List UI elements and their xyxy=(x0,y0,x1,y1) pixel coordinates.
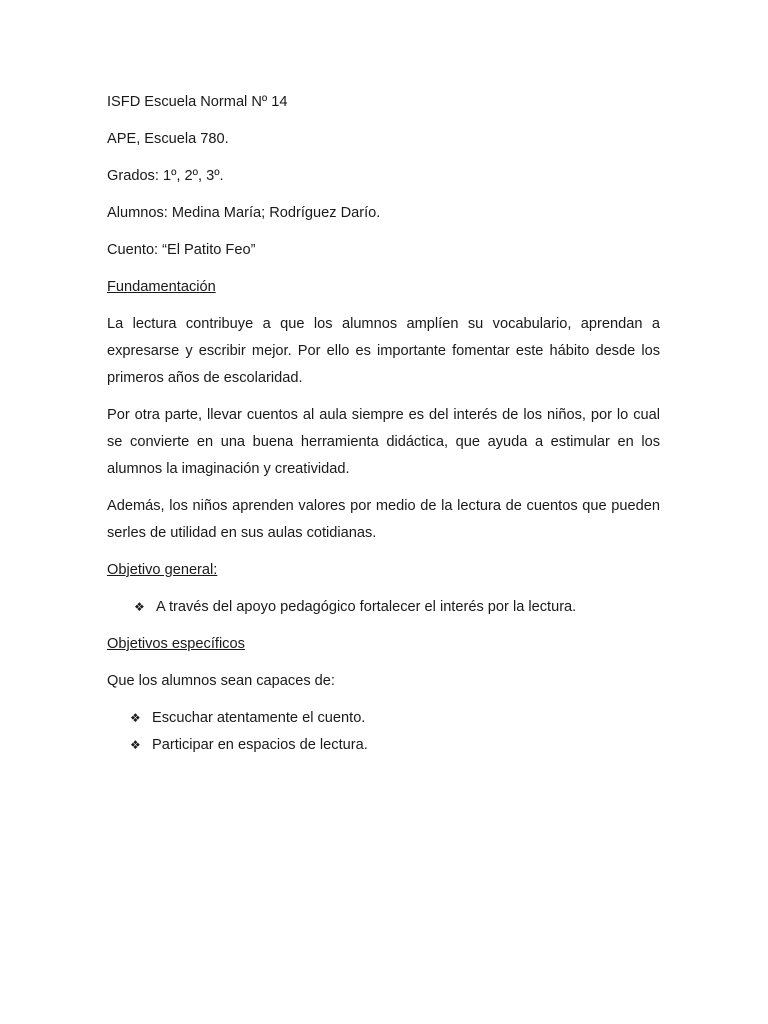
list-item xyxy=(107,705,660,732)
four-petal-diamond-icon: ❖ xyxy=(130,738,141,752)
document-page xyxy=(107,89,660,769)
list-item xyxy=(107,732,660,759)
grades-line: Grados: 1º, 2º, 3º. xyxy=(107,168,224,184)
institution-line: ISFD Escuela Normal Nº 14 xyxy=(107,94,288,110)
fundamentacion-heading: Fundamentación xyxy=(107,279,216,295)
list-item-text: Participar en espacios de lectura. xyxy=(152,737,368,753)
fundamentacion-paragraph-3: Además, los niños aprenden valores por medio de la lectura de cuentos que pueden serles de utilidad en sus aulas cotidianas. xyxy=(107,498,660,541)
objetivos-especificos-list xyxy=(107,705,660,759)
students-line: Alumnos: Medina María; Rodríguez Darío. xyxy=(107,205,381,221)
four-petal-diamond-icon: ❖ xyxy=(130,711,141,725)
objetivo-general-heading: Objetivo general: xyxy=(107,562,218,578)
list-item-text: Escuchar atentamente el cuento. xyxy=(152,710,366,726)
list-item-text: A través del apoyo pedagógico fortalecer el interés por la lectura. xyxy=(156,599,577,615)
story-line: Cuento: “El Patito Feo” xyxy=(107,242,256,258)
ape-line: APE, Escuela 780. xyxy=(107,131,229,147)
objetivo-general-list xyxy=(107,594,660,621)
fundamentacion-paragraph-1: La lectura contribuye a que los alumnos amplíen su vocabulario, aprendan a expresarse y escribir mejor. Por ello es importante fomentar este hábito desde los primeros años de escolaridad. xyxy=(107,316,660,386)
list-item xyxy=(107,594,660,621)
objetivos-especificos-intro: Que los alumnos sean capaces de: xyxy=(107,673,335,689)
fundamentacion-paragraph-2: Por otra parte, llevar cuentos al aula siempre es del interés de los niños, por lo cual se convierte en una buena herramienta didáctica, que ayuda a estimular en los alumnos la imaginación y creatividad. xyxy=(107,407,660,477)
four-petal-diamond-icon: ❖ xyxy=(134,600,145,614)
objetivos-especificos-heading: Objetivos específicos xyxy=(107,636,245,652)
